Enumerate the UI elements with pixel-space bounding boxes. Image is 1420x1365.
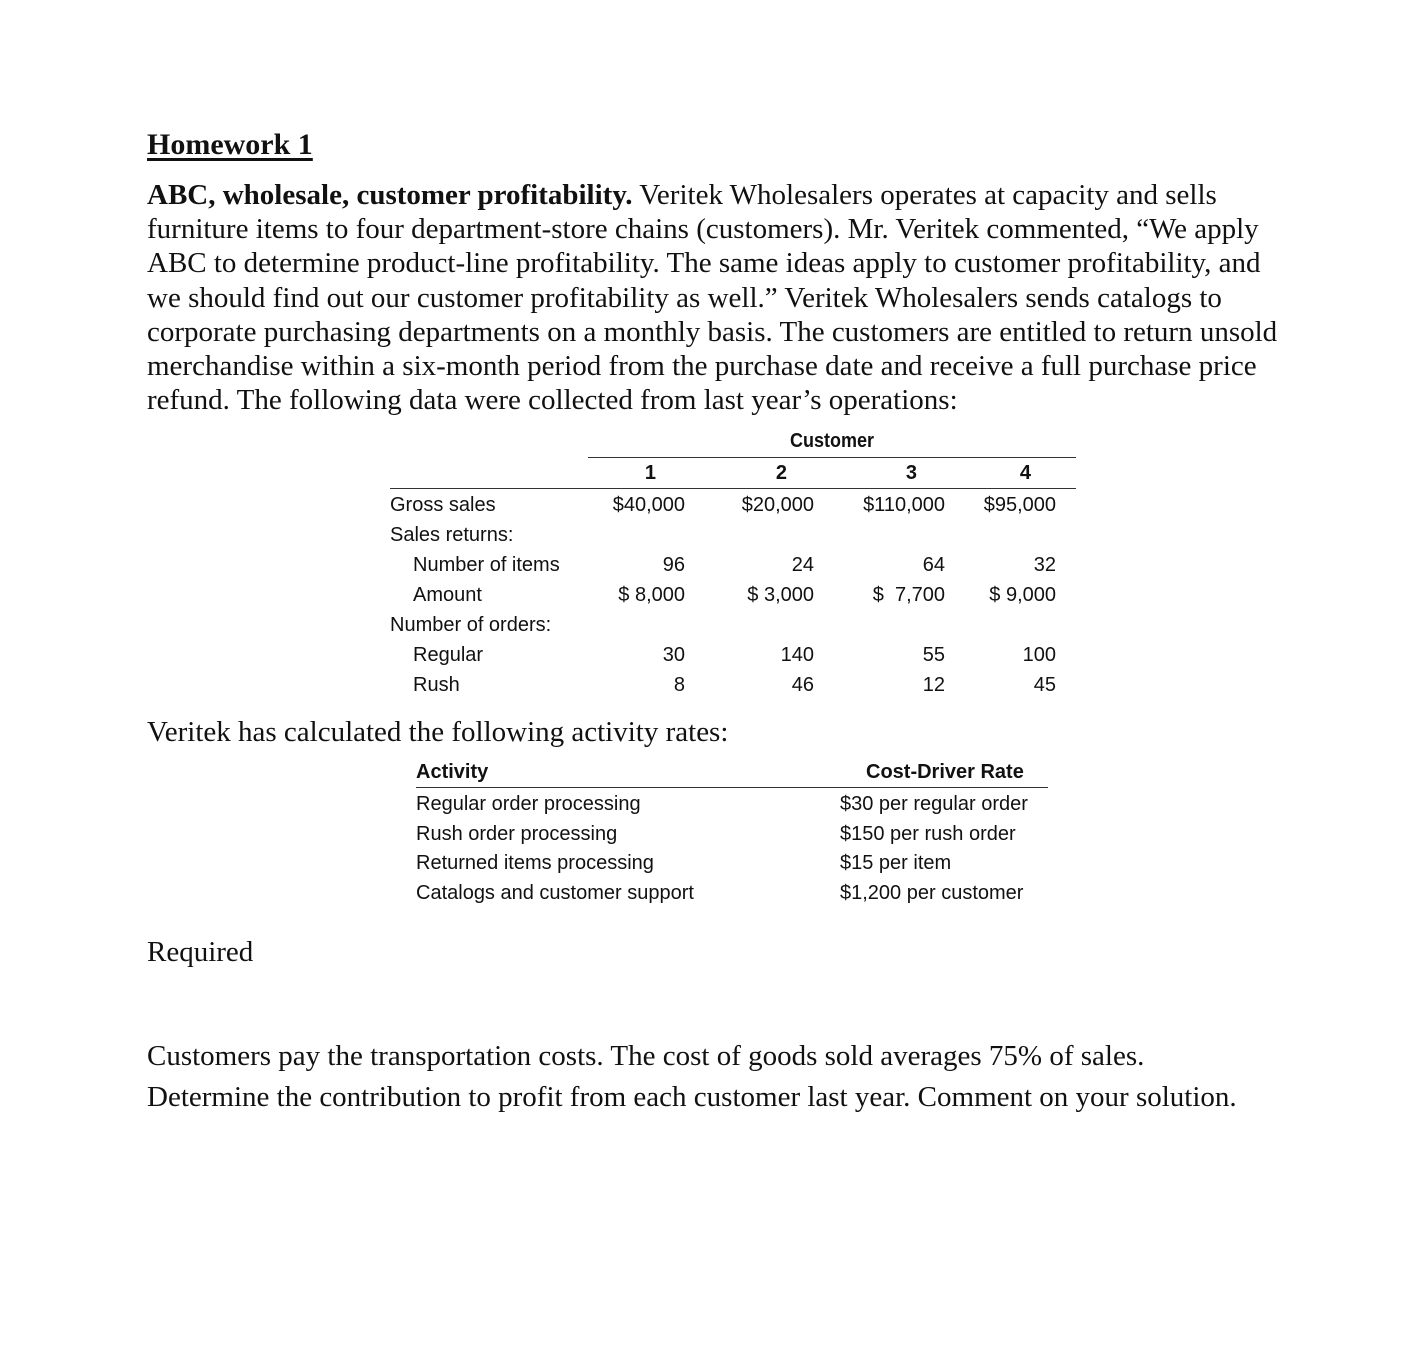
activity-row-4: Catalogs and customer support bbox=[416, 882, 694, 904]
intro-line-7: refund. The following data were collected from last year’s operations: bbox=[147, 384, 958, 417]
required-text bbox=[147, 1036, 1237, 1118]
intro-line-1 bbox=[147, 178, 1309, 212]
activity-header-rule bbox=[416, 787, 1048, 788]
homework-title: Homework 1 bbox=[147, 128, 313, 161]
rush-label: Rush bbox=[413, 674, 460, 696]
column-header-1: 1 bbox=[644, 462, 656, 484]
gross-sales-label: Gross sales bbox=[390, 494, 496, 516]
rate-row-3: $15 per item bbox=[840, 852, 952, 874]
column-header-rule bbox=[390, 488, 1076, 489]
intro-line-3: ABC to determine product-line profitability. The same ideas apply to customer profitability, and bbox=[147, 247, 1261, 280]
gross-sales-2: $20,000 bbox=[741, 494, 814, 516]
column-header-4: 4 bbox=[1019, 462, 1031, 484]
intro-line-1-rest: Veritek Wholesalers operates at capacity and sells bbox=[632, 179, 1217, 211]
intro-bold-lead: ABC, wholesale, customer profitability. bbox=[147, 179, 633, 211]
regular-label: Regular bbox=[413, 644, 484, 666]
required-line-2: Determine the contribution to profit from each customer last year. Comment on your solution. bbox=[147, 1081, 1237, 1113]
intro-line-5: corporate purchasing departments on a monthly basis. The customers are entitled to return unsold bbox=[147, 315, 1278, 348]
column-header-3: 3 bbox=[905, 462, 917, 484]
activity-intro: Veritek has calculated the following activity rates: bbox=[147, 716, 729, 748]
regular-4: 100 bbox=[1022, 644, 1056, 666]
amount-2: $ 3,000 bbox=[747, 584, 814, 606]
intro-line-2: furniture items to four department-store chains (customers). Mr. Veritek commented, “We apply bbox=[147, 213, 1259, 246]
gross-sales-4: $95,000 bbox=[983, 494, 1056, 516]
gross-sales-1: $40,000 bbox=[612, 494, 685, 516]
rush-3: 12 bbox=[922, 674, 945, 696]
customer-table-header: Customer bbox=[789, 430, 875, 452]
intro-line-6: merchandise within a six-month period from the purchase date and receive a full purchase price bbox=[147, 350, 1257, 383]
items-4: 32 bbox=[1033, 554, 1056, 576]
rush-1: 8 bbox=[673, 674, 685, 696]
items-3: 64 bbox=[922, 554, 945, 576]
rush-4: 45 bbox=[1033, 674, 1056, 696]
rate-row-4: $1,200 per customer bbox=[840, 882, 1024, 904]
amount-3: $ 7,700 bbox=[872, 584, 945, 606]
amount-4: $ 9,000 bbox=[989, 584, 1056, 606]
sales-returns-label: Sales returns: bbox=[390, 524, 514, 546]
amount-label: Amount bbox=[413, 584, 482, 606]
cost-driver-rate-header: Cost-Driver Rate bbox=[866, 761, 1024, 783]
intro-paragraph bbox=[147, 178, 1309, 417]
customer-header-rule bbox=[588, 457, 1076, 458]
activity-header: Activity bbox=[416, 761, 489, 783]
rate-row-1: $30 per regular order bbox=[840, 793, 1028, 815]
rush-2: 46 bbox=[791, 674, 814, 696]
intro-line-4: we should find out our customer profitability as well.” Veritek Wholesalers sends catalogs to bbox=[147, 281, 1222, 314]
activity-row-2: Rush order processing bbox=[416, 823, 618, 845]
required-line-1: Customers pay the transportation costs. The cost of goods sold averages 75% of sales. bbox=[147, 1040, 1145, 1072]
rate-row-2: $150 per rush order bbox=[840, 823, 1016, 845]
items-2: 24 bbox=[791, 554, 814, 576]
regular-1: 30 bbox=[662, 644, 685, 666]
activity-row-1: Regular order processing bbox=[416, 793, 641, 815]
number-of-orders-label: Number of orders: bbox=[390, 614, 552, 636]
items-1: 96 bbox=[662, 554, 685, 576]
regular-3: 55 bbox=[922, 644, 945, 666]
regular-2: 140 bbox=[780, 644, 814, 666]
amount-1: $ 8,000 bbox=[618, 584, 685, 606]
required-heading: Required bbox=[147, 936, 254, 968]
gross-sales-3: $110,000 bbox=[863, 494, 945, 516]
number-of-items-label: Number of items bbox=[413, 554, 560, 576]
activity-row-3: Returned items processing bbox=[416, 852, 654, 874]
column-header-2: 2 bbox=[775, 462, 787, 484]
